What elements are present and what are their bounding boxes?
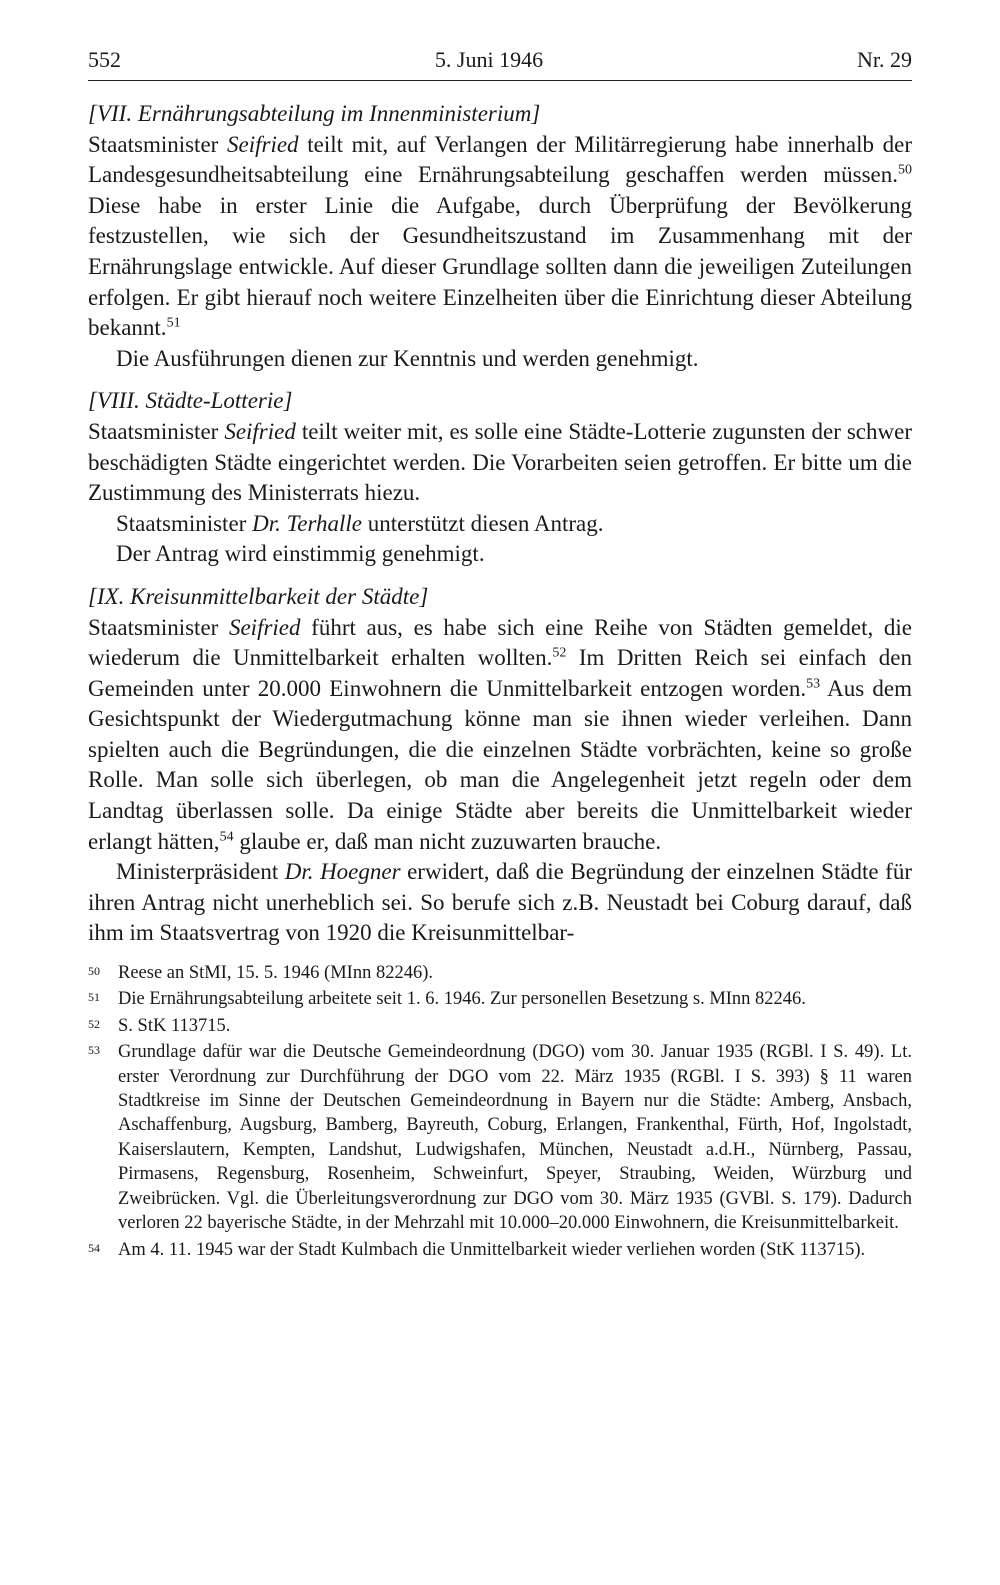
footnote-text: S. StK 113715.: [118, 1015, 231, 1036]
text-run: Staatsminister: [116, 510, 253, 536]
text-run: Staatsminister: [88, 131, 227, 157]
footnote-text: Grundlage dafür war die Deutsche Gemeindeordnung (DGO) vom 30. Januar 1935 (RGBl. I S. 49). Lt. erster Verordnung zur Durchführung der DGO vom 22. März 1935 (RGBl. I S. 393) § 11 waren Stadtkreise im Sinne der Deutschen Gemeindeordnung in Bayern nur die Städte: Amberg, Ansbach, Aschaffenburg, Augsburg, Bamberg, Bayreuth, Coburg, Erlangen, Frankenthal, Fürth, Hof, Ingolstadt, Kaiserslautern, Kempten, Landshut, Ludwigshafen, München, Neustadt a.d.H., Nürnberg, Passau, Pirmasens, Regensburg, Rosenheim, Schweinfurt, Speyer, Straubing, Weiden, Würzburg und Zweibrücken. Vgl. die Überleitungsverordnung zur DGO vom 30. März 1935 (GVBl. S. 179). Dadurch verloren 22 bayerische Städte, in der Mehrzahl mit 10.000–20.000 Einwohnern, die Kreisunmittelbarkeit.: [118, 1042, 912, 1234]
person-name: Seifried: [227, 131, 299, 157]
text-run: Der Antrag wird einstimmig genehmigt.: [116, 541, 485, 567]
document-page: [88, 46, 912, 1264]
person-name: Seifried: [224, 418, 296, 444]
paragraph: [88, 130, 912, 344]
text-run: teilt mit, auf Verlangen der Militärregierung habe innerhalb der Landesgesundheitsabteilung eine Ernährungsabteilung geschaffen werden müssen.: [88, 131, 912, 188]
footnote-text: Am 4. 11. 1945 war der Stadt Kulmbach die Unmittelbarkeit wieder verliehen worden (StK 113715).: [118, 1239, 866, 1260]
footnote-reference[interactable]: 52: [552, 645, 567, 661]
text-run: erwidert, daß die Begründung der einzelnen Städte für ihren Antrag nicht unerheblich sei. So berufe sich z.B. Neustadt bei Coburg darauf, daß ihm im Staatsvertrag von 1920 die Kreisunmittelbar-: [88, 859, 912, 946]
text-run: teilt weiter mit, es solle eine Städte-Lotterie zugunsten der schwer beschädigten Städte eingerichtet werden. Die Vorarbeiten seien getroffen. Er bitte um die Zustimmung des Ministerrats hiezu.: [88, 418, 912, 506]
footnote-reference[interactable]: 53: [806, 676, 821, 692]
footnote-reference[interactable]: 50: [898, 162, 912, 178]
text-run: Die Ausführungen dienen zur Kenntnis und werden genehmigt.: [116, 345, 699, 371]
section-heading: [VII. Ernährungsabteilung im Innenministerium]: [88, 101, 541, 126]
header-date: 5. Juni 1946: [434, 47, 544, 72]
footnote-text: Reese an StMI, 15. 5. 1946 (MInn 82246).: [118, 963, 433, 984]
footnote-number: 54: [88, 1240, 100, 1255]
footnote: [88, 1040, 912, 1235]
person-name: Dr. Terhalle: [252, 510, 363, 536]
footnote-reference[interactable]: 51: [166, 315, 181, 331]
footnote: [88, 1014, 912, 1038]
text-run: glaube er, daß man nicht zuzuwarten brauche.: [233, 828, 662, 854]
footnote-number: 50: [88, 964, 100, 979]
paragraph: [88, 539, 912, 570]
footnote: [88, 1238, 912, 1262]
text-run: Im Dritten Reich sei einfach den Gemeinden unter 20.000 Einwohnern die Unmittelbarkeit entzogen worden.: [88, 645, 912, 701]
text-run: Staatsminister: [88, 614, 229, 640]
text-run: Diese habe in erster Linie die Aufgabe, durch Überprüfung der Bevölkerung festzustellen, wie sich der Gesundheitszustand im Zusammenhang mit der Ernährungslage entwickle. Auf dieser Grundlage sollten dann die jeweiligen Zuteilungen erfolgen. Er gibt hierauf noch weitere Einzelheiten über die Einrichtung dieser Abteilung bekannt.: [88, 192, 912, 341]
footnotes: [88, 961, 912, 1262]
running-header: [88, 46, 912, 81]
section: [88, 99, 912, 374]
text-run: Aus dem Gesichtspunkt der Wiedergutmachung könne man sie ihnen wieder verleihen. Dann spielten auch die Begründungen, die die einzelnen Städte vorbrächten, keine so große Rolle. Man solle sich überlegen, ob man die Angelegenheit jetzt regeln oder dem Landtag überlassen solle. Da einige Städte aber bereits die Unmittelbarkeit wieder erlangt hätten,: [88, 675, 912, 854]
section: [88, 386, 912, 570]
footnote: [88, 987, 912, 1011]
footnote-number: 53: [88, 1043, 100, 1058]
section-heading: [VIII. Städte-Lotterie]: [88, 388, 293, 414]
page-number: 552: [88, 47, 121, 72]
footnote-text: Die Ernährungsabteilung arbeitete seit 1. 6. 1946. Zur personellen Besetzung s. MInn 82246.: [118, 989, 806, 1010]
issue-number: Nr. 29: [857, 47, 912, 72]
section-heading: [IX. Kreisunmittelbarkeit der Städte]: [88, 583, 429, 609]
section: [88, 582, 912, 949]
text-run: führt aus, es habe sich eine Reihe von Städten gemeldet, die wiederum die Unmittelbarkeit erhalten wollten.: [88, 614, 912, 671]
body-text: [88, 99, 912, 949]
paragraph: [88, 613, 912, 858]
footnote-number: 51: [88, 990, 100, 1005]
footnote-reference[interactable]: 54: [219, 829, 234, 844]
paragraph: [88, 857, 912, 949]
person-name: Dr. Hoegner: [284, 859, 401, 885]
person-name: Seifried: [228, 614, 301, 640]
footnote: [88, 961, 912, 985]
paragraph: [88, 344, 912, 375]
text-run: unterstützt diesen Antrag.: [362, 510, 604, 536]
paragraph: [88, 509, 912, 540]
paragraph: [88, 417, 912, 509]
text-run: Ministerpräsident: [116, 859, 285, 885]
text-run: Staatsminister: [88, 418, 225, 444]
footnote-number: 52: [88, 1016, 100, 1031]
